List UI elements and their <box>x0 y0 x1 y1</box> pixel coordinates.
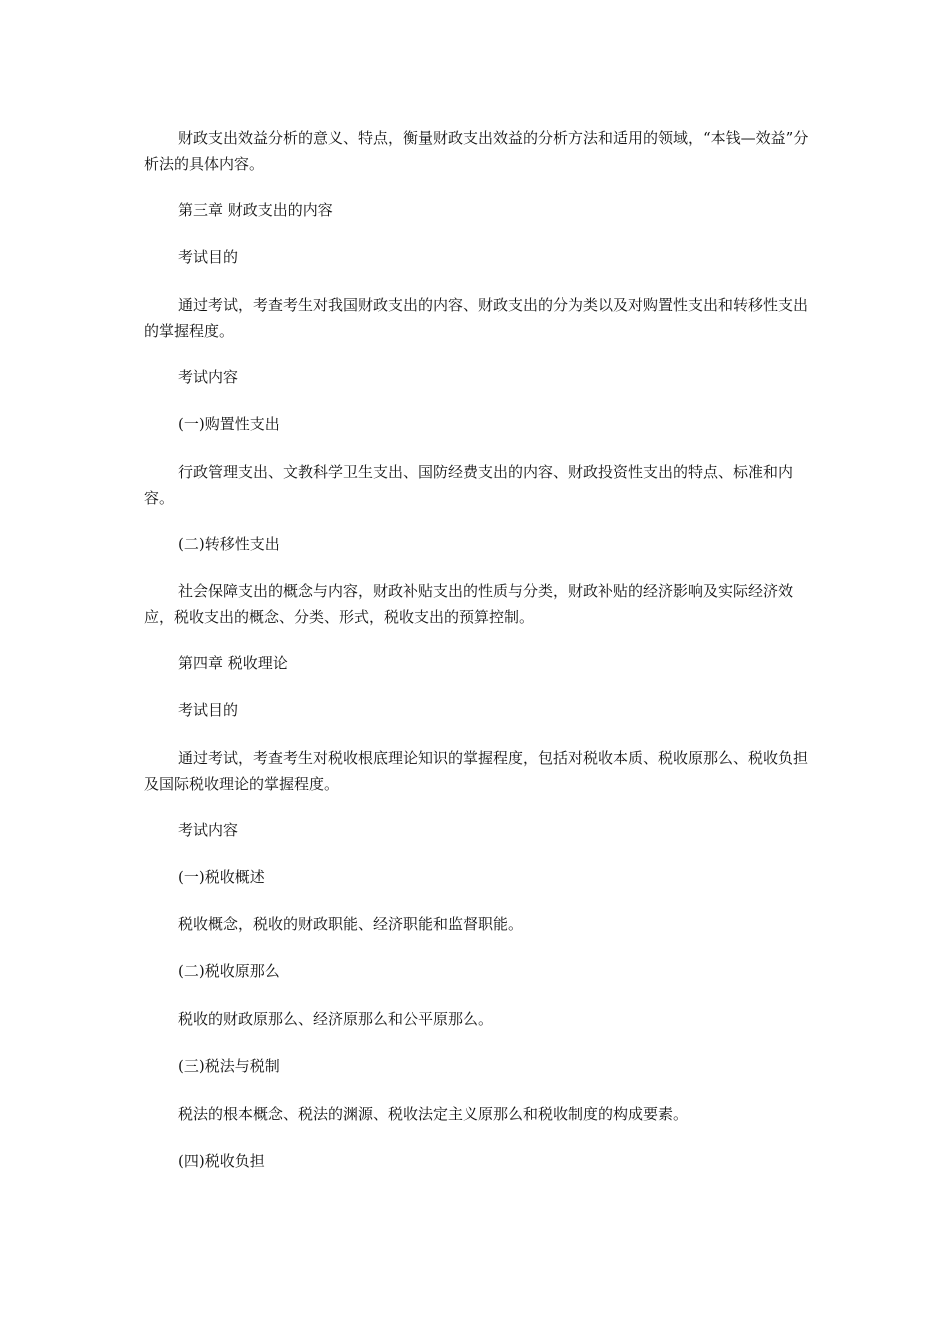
exam-purpose-heading: 考试目的 <box>178 248 239 266</box>
paragraph-efficiency-analysis: 财政支出效益分析的意义、特点，衡量财政支出效益的分析方法和适用的领域，“本钱—效益”分析法的具体内容。 <box>144 129 809 173</box>
paragraph-tax-principles: 税收的财政原那么、经济原那么和公平原那么。 <box>178 1010 494 1028</box>
paragraph-transfer-expenditure: 社会保障支出的概念与内容，财政补贴支出的性质与分类，财政补贴的经济影响及实际经济效应，税收支出的概念、分类、形式，税收支出的预算控制。 <box>144 582 794 626</box>
chapter-4-heading: 第四章 税收理论 <box>178 654 288 672</box>
paragraph-tax-overview: 税收概念，税收的财政职能、经济职能和监督职能。 <box>178 915 524 933</box>
paragraph-ch3-purpose: 通过考试，考查考生对我国财政支出的内容、财政支出的分为类以及对购置性支出和转移性支出的掌握程度。 <box>144 296 809 340</box>
section-tax-overview: (一)税收概述 <box>178 868 265 886</box>
exam-content-heading: 考试内容 <box>178 368 239 386</box>
section-transfer-expenditure: (二)转移性支出 <box>178 535 280 553</box>
section-tax-principles: (二)税收原那么 <box>178 962 280 980</box>
section-purchase-expenditure: (一)购置性支出 <box>178 415 280 433</box>
paragraph-tax-law: 税法的根本概念、税法的渊源、税收法定主义原那么和税收制度的构成要素。 <box>178 1105 689 1123</box>
section-tax-burden: (四)税收负担 <box>178 1152 265 1170</box>
chapter-3-heading: 第三章 财政支出的内容 <box>178 201 333 219</box>
exam-content-heading-2: 考试内容 <box>178 821 239 839</box>
section-tax-law: (三)税法与税制 <box>178 1057 280 1075</box>
exam-purpose-heading-2: 考试目的 <box>178 701 239 719</box>
paragraph-purchase-expenditure: 行政管理支出、文教科学卫生支出、国防经费支出的内容、财政投资性支出的特点、标准和内容。 <box>144 463 794 507</box>
paragraph-ch4-purpose: 通过考试，考查考生对税收根底理论知识的掌握程度，包括对税收本质、税收原那么、税收负担及国际税收理论的掌握程度。 <box>144 749 809 793</box>
